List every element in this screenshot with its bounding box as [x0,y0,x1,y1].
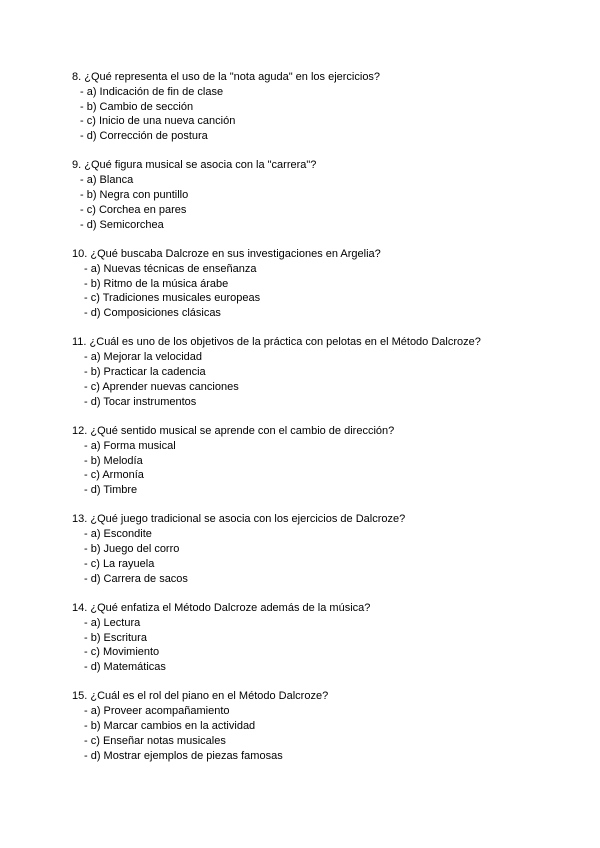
question-12 [72,424,572,498]
option-a: - a) Blanca [80,174,134,187]
question-text: 9. ¿Qué figura musical se asocia con la "carrera"? [72,159,317,172]
option-d: - d) Mostrar ejemplos de piezas famosas [84,749,283,762]
option-d: - d) Timbre [84,484,138,497]
option-c: - c) Armonía [84,469,144,482]
option-b: - b) Escritura [84,631,147,644]
question-text: 8. ¿Qué representa el uso de la "nota aguda" en los ejercicios? [72,71,381,83]
option-c: - c) La rayuela [84,557,155,570]
option-d: - d) Matemáticas [84,661,166,674]
option-b: - b) Marcar cambios en la actividad [84,719,256,732]
question-text: 11. ¿Cuál es uno de los objetivos de la práctica con pelotas en el Método Dalcroze? [72,336,481,349]
option-list [72,616,572,675]
option-d: - d) Corrección de postura [80,130,208,143]
option-d: - d) Tocar instrumentos [84,395,197,408]
question-15 [72,689,572,763]
option-c: - c) Enseñar notas musicales [84,734,226,747]
option-d: - d) Semicorchea [80,218,164,231]
option-a: - a) Mejorar la velocidad [84,351,202,364]
option-d: - d) Composiciones clásicas [84,307,221,320]
option-list [72,173,572,232]
question-text: 14. ¿Qué enfatiza el Método Dalcroze además de la música? [72,601,371,614]
option-c: - c) Corchea en pares [80,203,187,216]
option-d: - d) Carrera de sacos [84,572,188,585]
option-a: - a) Proveer acompañamiento [84,705,230,718]
option-b: - b) Melodía [84,454,143,467]
option-a: - a) Indicación de fin de clase [80,85,224,98]
option-b: - b) Juego del corro [84,543,180,556]
question-9 [72,158,572,232]
question-11 [72,335,572,409]
option-b: - b) Ritmo de la música árabe [84,277,229,290]
question-text: 10. ¿Qué buscaba Dalcroze en sus investigaciones en Argelia? [72,247,381,260]
option-a: - a) Nuevas técnicas de enseñanza [84,262,257,275]
quiz-page [72,70,572,778]
option-b: - b) Negra con puntillo [80,189,189,202]
option-list [72,527,572,586]
question-13 [72,512,572,586]
option-c: - c) Movimiento [84,646,160,659]
option-a: - a) Lectura [84,616,141,629]
option-b: - b) Practicar la cadencia [84,366,206,379]
question-text: 13. ¿Qué juego tradicional se asocia con los ejercicios de Dalcroze? [72,513,406,526]
option-a: - a) Escondite [84,528,152,541]
question-text: 15. ¿Cuál es el rol del piano en el Método Dalcroze? [72,690,329,703]
option-list [72,704,572,763]
option-list [72,439,572,498]
question-8 [72,70,572,144]
question-10 [72,247,572,321]
option-c: - c) Aprender nuevas canciones [84,380,239,393]
option-list [72,350,572,409]
option-c: - c) Tradiciones musicales europeas [84,292,261,305]
option-a: - a) Forma musical [84,439,176,452]
option-list [72,262,572,321]
question-14 [72,601,572,675]
option-list [72,85,572,144]
option-b: - b) Cambio de sección [80,100,194,113]
question-text: 12. ¿Qué sentido musical se aprende con el cambio de dirección? [72,424,395,437]
option-c: - c) Inicio de una nueva canción [80,115,236,128]
